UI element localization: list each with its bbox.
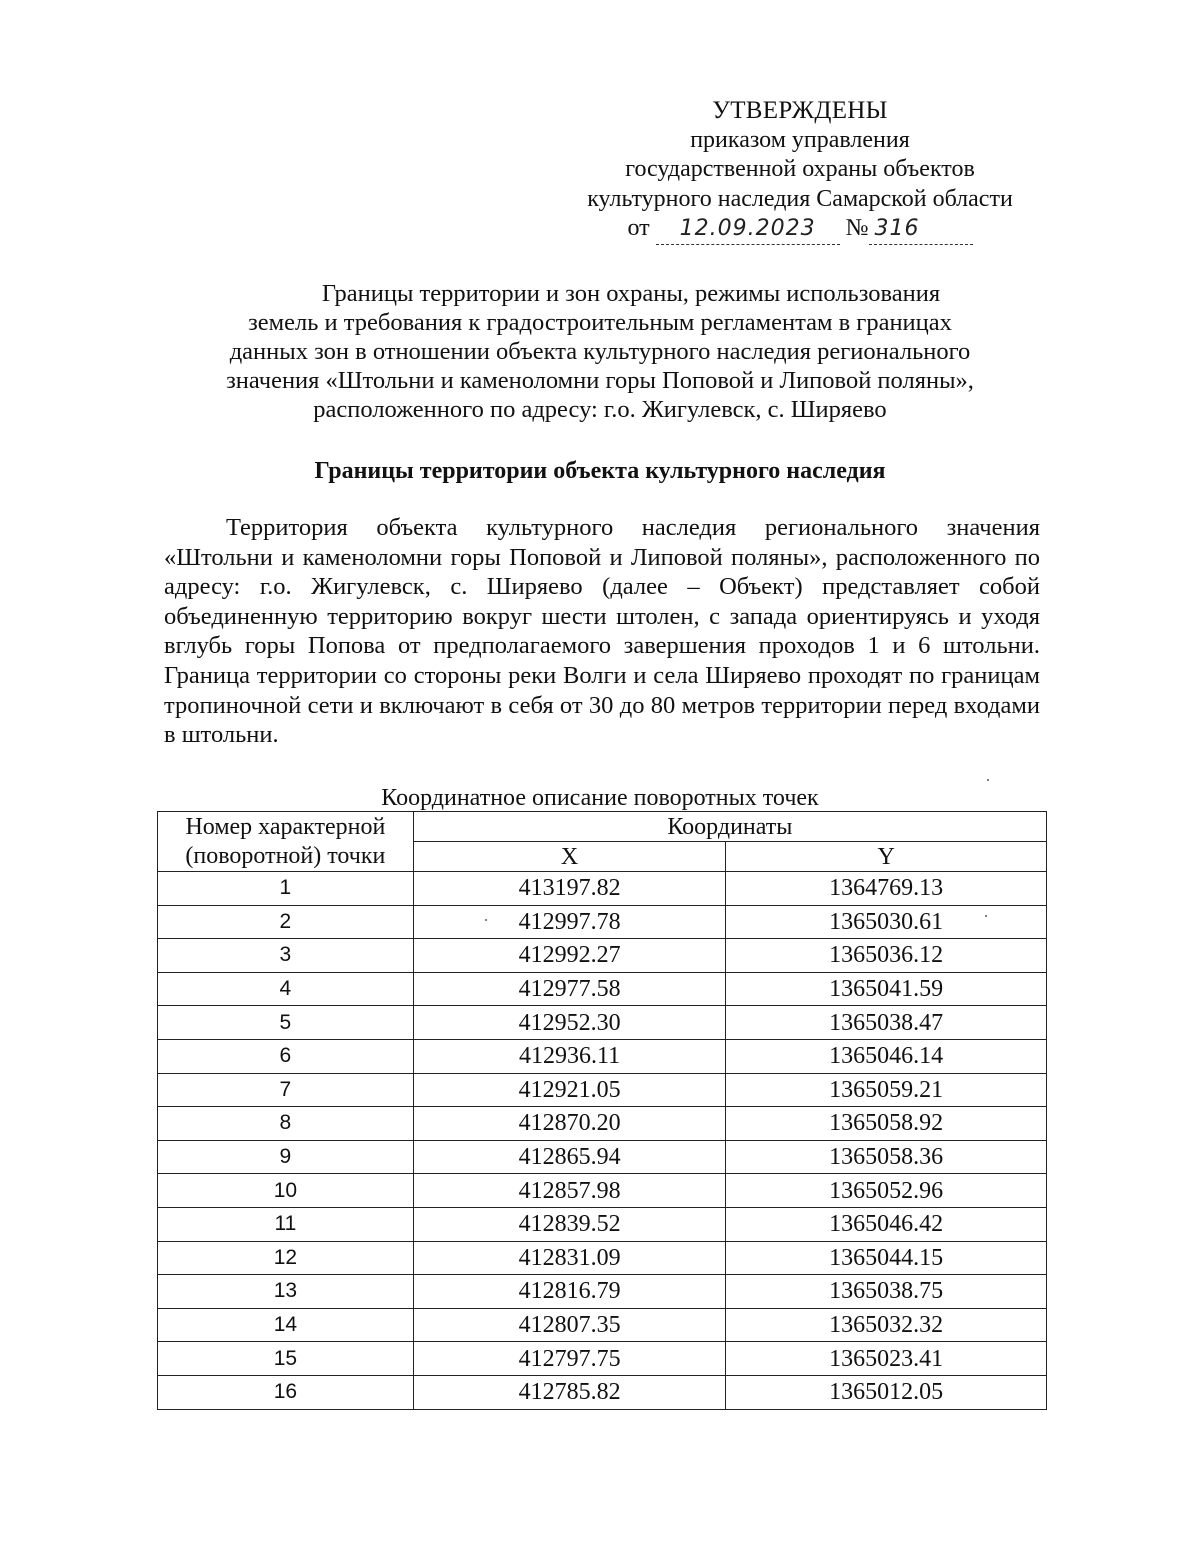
table-row xyxy=(158,1039,1047,1073)
table-row xyxy=(158,1375,1047,1409)
scan-speck xyxy=(987,779,989,781)
x-coordinate: 412816.79 xyxy=(413,1275,726,1309)
x-coordinate: 413197.82 xyxy=(413,872,726,906)
point-number: 14 xyxy=(158,1308,414,1342)
y-coordinate: 1365036.12 xyxy=(726,939,1047,973)
approval-line: государственной охраны объектов xyxy=(625,156,975,182)
y-coordinate: 1365058.36 xyxy=(726,1140,1047,1174)
x-coordinate: 412997.78 xyxy=(413,905,726,939)
x-coordinate: 412952.30 xyxy=(413,1006,726,1040)
y-coordinate: 1365059.21 xyxy=(726,1073,1047,1107)
table-row xyxy=(158,1174,1047,1208)
y-coordinate: 1365052.96 xyxy=(726,1174,1047,1208)
coordinates-header: Координаты xyxy=(413,812,1046,842)
table-row xyxy=(158,1308,1047,1342)
x-coordinate: 412797.75 xyxy=(413,1342,726,1376)
point-number: 2 xyxy=(158,905,414,939)
table-row xyxy=(158,939,1047,973)
table-row xyxy=(158,1275,1047,1309)
y-header: Y xyxy=(726,842,1047,872)
title-line: данных зон в отношении объекта культурного наследия регионального xyxy=(229,338,971,365)
order-date-handwritten: 12.09.2023 xyxy=(656,214,840,245)
x-coordinate: 412977.58 xyxy=(413,972,726,1006)
point-number: 16 xyxy=(158,1375,414,1409)
table-row xyxy=(158,1006,1047,1040)
point-number: 7 xyxy=(158,1073,414,1107)
y-coordinate: 1365041.59 xyxy=(726,972,1047,1006)
point-number: 12 xyxy=(158,1241,414,1275)
y-coordinate: 1365038.75 xyxy=(726,1275,1047,1309)
x-coordinate: 412857.98 xyxy=(413,1174,726,1208)
table-row xyxy=(158,872,1047,906)
point-number: 11 xyxy=(158,1207,414,1241)
y-coordinate: 1365058.92 xyxy=(726,1107,1047,1141)
section-paragraph: Территория объекта культурного наследия регионального значения «Штольни и каменоломни горы Поповой и Липовой поляны», расположенного по адресу: г.о. Жигулевск, с. Ширяево (далее – Объект) представляет собой объединенную территорию вокруг шести штолен, с запада ориентируясь и уходя вглубь горы Попова от предполагаемого завершения проходов 1 и 6 штольни. Граница территории со стороны реки Волги и села Ширяево проходят по границам тропиночной сети и включают в себя от 30 до 80 метров территории перед входами в штольни. xyxy=(164,514,1040,749)
y-coordinate: 1365030.61 xyxy=(726,905,1047,939)
order-date-number xyxy=(560,214,1040,245)
x-header: X xyxy=(413,842,726,872)
y-coordinate: 1365038.47 xyxy=(726,1006,1047,1040)
approval-line: культурного наследия Самарской области xyxy=(587,185,1013,212)
title-line: Границы территории и зон охраны, режимы использования xyxy=(321,280,941,307)
x-coordinate: 412807.35 xyxy=(413,1308,726,1342)
point-number: 10 xyxy=(158,1174,414,1208)
table-row xyxy=(158,1342,1047,1376)
date-prefix: от xyxy=(627,215,650,241)
x-coordinate: 412936.11 xyxy=(413,1039,726,1073)
table-row xyxy=(158,905,1047,939)
table-row xyxy=(158,1140,1047,1174)
point-number: 5 xyxy=(158,1006,414,1040)
title-line: земель и требования к градостроительным регламентам в границах xyxy=(248,309,952,336)
point-number: 4 xyxy=(158,972,414,1006)
y-coordinate: 1365046.14 xyxy=(726,1039,1047,1073)
approval-block xyxy=(560,96,1040,245)
y-coordinate: 1365046.42 xyxy=(726,1207,1047,1241)
x-coordinate: 412992.27 xyxy=(413,939,726,973)
table-row xyxy=(158,1073,1047,1107)
point-number: 9 xyxy=(158,1140,414,1174)
scan-speck xyxy=(985,915,987,917)
y-coordinate: 1365044.15 xyxy=(726,1241,1047,1275)
x-coordinate: 412785.82 xyxy=(413,1375,726,1409)
point-number: 1 xyxy=(158,872,414,906)
number-prefix: № xyxy=(845,215,869,241)
point-number: 8 xyxy=(158,1107,414,1141)
approval-title: УТВЕРЖДЕНЫ xyxy=(712,97,888,124)
x-coordinate: 412831.09 xyxy=(413,1241,726,1275)
table-caption: Координатное описание поворотных точек xyxy=(381,785,819,811)
order-number-handwritten: 316 xyxy=(869,214,973,245)
y-coordinate: 1365032.32 xyxy=(726,1308,1047,1342)
y-coordinate: 1364769.13 xyxy=(726,872,1047,906)
y-coordinate: 1365023.41 xyxy=(726,1342,1047,1376)
point-number: 15 xyxy=(158,1342,414,1376)
table-row xyxy=(158,1207,1047,1241)
title-line: значения «Штольни и каменоломни горы Поповой и Липовой поляны», xyxy=(226,367,974,394)
x-coordinate: 412839.52 xyxy=(413,1207,726,1241)
document-title xyxy=(180,279,1020,424)
x-coordinate: 412865.94 xyxy=(413,1140,726,1174)
point-number: 6 xyxy=(158,1039,414,1073)
table-row xyxy=(158,1241,1047,1275)
x-coordinate: 412870.20 xyxy=(413,1107,726,1141)
y-coordinate: 1365012.05 xyxy=(726,1375,1047,1409)
coordinates-table xyxy=(157,811,1047,1410)
title-line: расположенного по адресу: г.о. Жигулевск, с. Ширяево xyxy=(313,396,887,423)
table-row xyxy=(158,1107,1047,1141)
section-heading: Границы территории объекта культурного наследия xyxy=(314,458,886,484)
point-number: 3 xyxy=(158,939,414,973)
table-row xyxy=(158,972,1047,1006)
point-number: 13 xyxy=(158,1275,414,1309)
point-number-header: Номер характерной (поворотной) точки xyxy=(158,812,414,872)
x-coordinate: 412921.05 xyxy=(413,1073,726,1107)
scan-speck xyxy=(485,919,487,921)
approval-line: приказом управления xyxy=(690,126,910,153)
